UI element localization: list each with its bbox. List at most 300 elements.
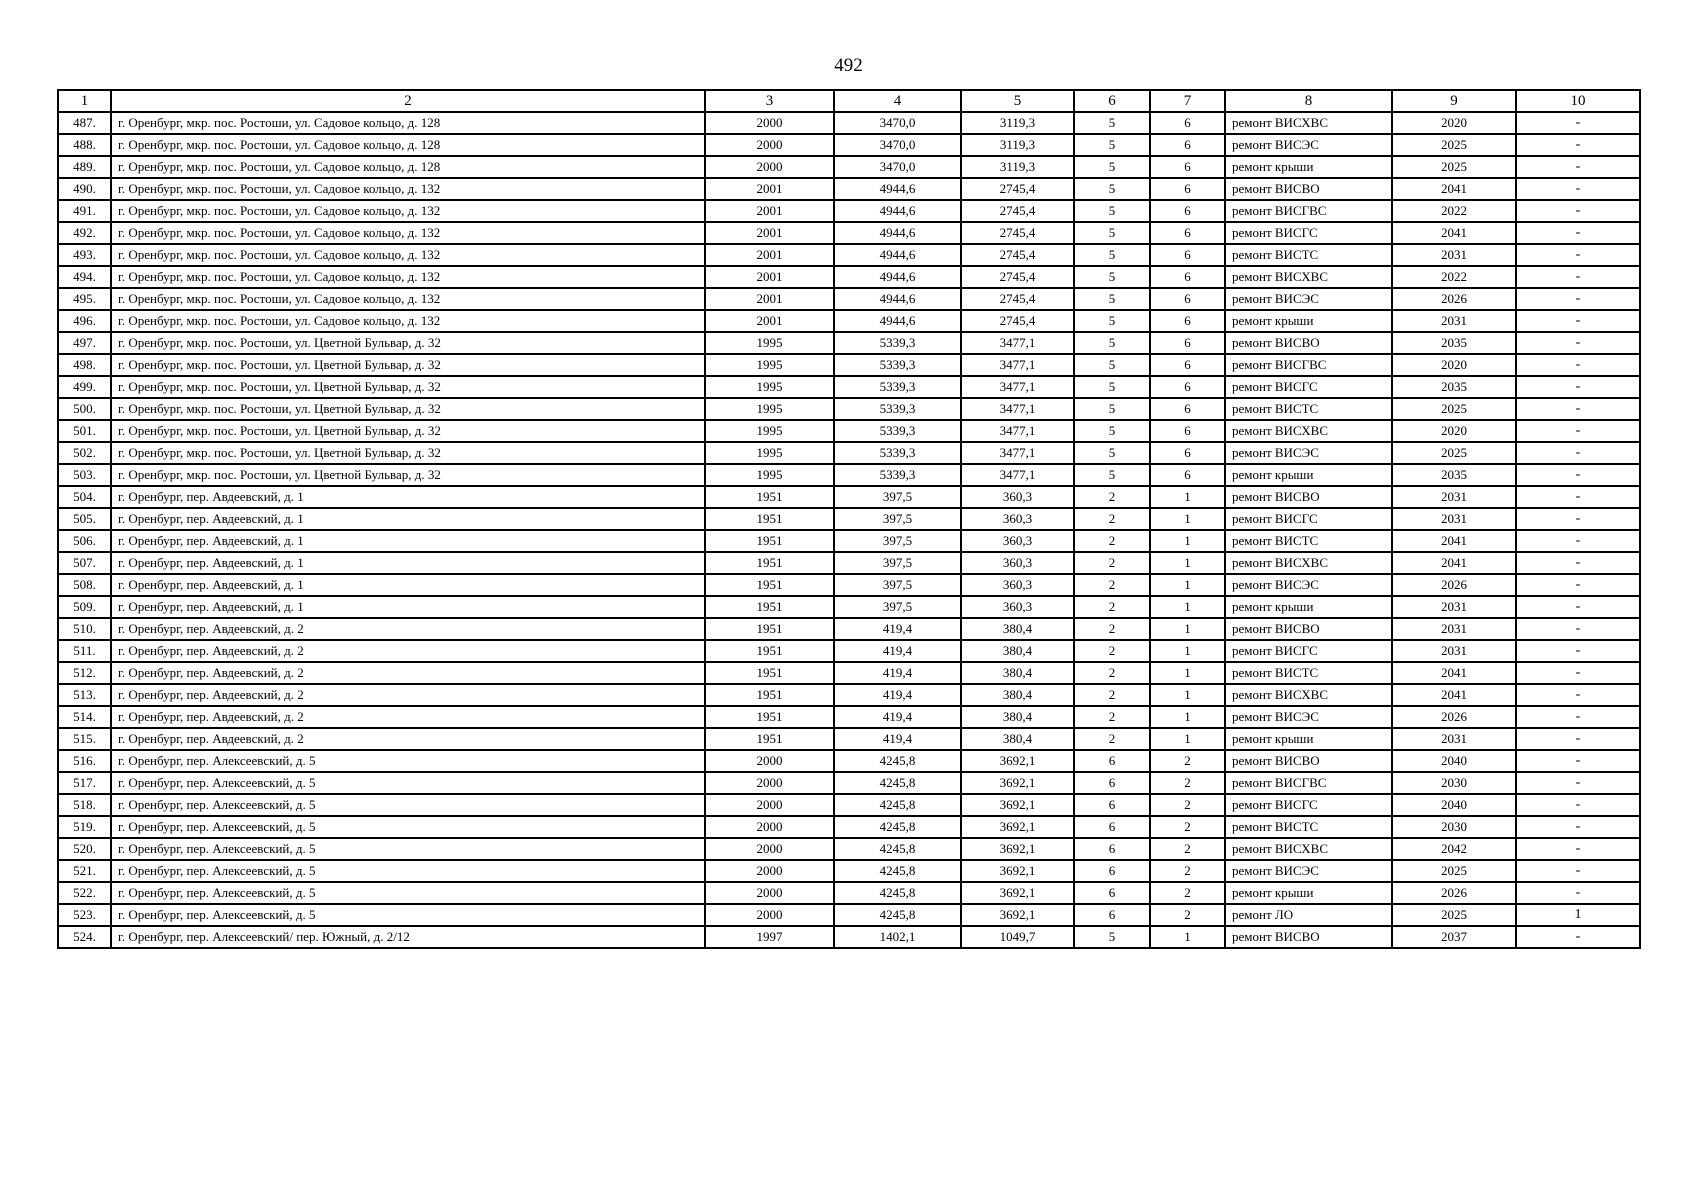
total-area-cell: 397,5 — [834, 508, 961, 530]
address-cell: г. Оренбург, пер. Авдеевский, д. 1 — [111, 574, 705, 596]
floors-cell: 5 — [1074, 266, 1150, 288]
planned-year-cell: 2025 — [1392, 860, 1516, 882]
year-built-cell: 1951 — [705, 596, 834, 618]
entrances-cell: 6 — [1150, 200, 1225, 222]
living-area-cell: 2745,4 — [961, 200, 1074, 222]
planned-year-cell: 2040 — [1392, 750, 1516, 772]
note-cell: - — [1516, 750, 1640, 772]
row-number-cell: 512. — [58, 662, 111, 684]
entrances-cell: 2 — [1150, 816, 1225, 838]
floors-cell: 5 — [1074, 398, 1150, 420]
total-area-cell: 419,4 — [834, 728, 961, 750]
column-header: 3 — [705, 90, 834, 112]
year-built-cell: 2000 — [705, 838, 834, 860]
address-cell: г. Оренбург, пер. Авдеевский, д. 1 — [111, 508, 705, 530]
floors-cell: 5 — [1074, 222, 1150, 244]
entrances-cell: 6 — [1150, 464, 1225, 486]
row-number-cell: 510. — [58, 618, 111, 640]
entrances-cell: 1 — [1150, 728, 1225, 750]
year-built-cell: 2001 — [705, 310, 834, 332]
entrances-cell: 2 — [1150, 882, 1225, 904]
year-built-cell: 1951 — [705, 662, 834, 684]
row-number-cell: 487. — [58, 112, 111, 134]
year-built-cell: 1951 — [705, 618, 834, 640]
note-cell: - — [1516, 376, 1640, 398]
row-number-cell: 492. — [58, 222, 111, 244]
total-area-cell: 4944,6 — [834, 266, 961, 288]
floors-cell: 5 — [1074, 178, 1150, 200]
floors-cell: 6 — [1074, 904, 1150, 926]
address-cell: г. Оренбург, мкр. пос. Ростоши, ул. Садовое кольцо, д. 128 — [111, 134, 705, 156]
year-built-cell: 2000 — [705, 904, 834, 926]
row-number-cell: 494. — [58, 266, 111, 288]
floors-cell: 5 — [1074, 926, 1150, 948]
floors-cell: 6 — [1074, 882, 1150, 904]
entrances-cell: 6 — [1150, 398, 1225, 420]
row-number-cell: 523. — [58, 904, 111, 926]
planned-year-cell: 2026 — [1392, 882, 1516, 904]
table-row — [58, 112, 1640, 134]
row-number-cell: 517. — [58, 772, 111, 794]
floors-cell: 5 — [1074, 112, 1150, 134]
address-cell: г. Оренбург, мкр. пос. Ростоши, ул. Садовое кольцо, д. 132 — [111, 310, 705, 332]
floors-cell: 5 — [1074, 310, 1150, 332]
work-type-cell: ремонт ВИСЭС — [1225, 706, 1392, 728]
address-cell: г. Оренбург, пер. Алексеевский, д. 5 — [111, 772, 705, 794]
living-area-cell: 380,4 — [961, 662, 1074, 684]
year-built-cell: 1951 — [705, 574, 834, 596]
total-area-cell: 397,5 — [834, 552, 961, 574]
living-area-cell: 3119,3 — [961, 156, 1074, 178]
address-cell: г. Оренбург, пер. Алексеевский/ пер. Южный, д. 2/12 — [111, 926, 705, 948]
living-area-cell: 3692,1 — [961, 816, 1074, 838]
year-built-cell: 2000 — [705, 860, 834, 882]
table-row — [58, 904, 1640, 926]
entrances-cell: 6 — [1150, 134, 1225, 156]
living-area-cell: 3692,1 — [961, 860, 1074, 882]
entrances-cell: 2 — [1150, 794, 1225, 816]
note-cell: - — [1516, 244, 1640, 266]
entrances-cell: 6 — [1150, 354, 1225, 376]
work-type-cell: ремонт крыши — [1225, 156, 1392, 178]
note-cell: - — [1516, 178, 1640, 200]
year-built-cell: 1995 — [705, 398, 834, 420]
note-cell: - — [1516, 926, 1640, 948]
work-type-cell: ремонт крыши — [1225, 728, 1392, 750]
planned-year-cell: 2041 — [1392, 552, 1516, 574]
planned-year-cell: 2035 — [1392, 332, 1516, 354]
floors-cell: 5 — [1074, 200, 1150, 222]
work-type-cell: ремонт ВИСГВС — [1225, 354, 1392, 376]
year-built-cell: 2000 — [705, 134, 834, 156]
planned-year-cell: 2031 — [1392, 618, 1516, 640]
address-cell: г. Оренбург, пер. Алексеевский, д. 5 — [111, 882, 705, 904]
address-cell: г. Оренбург, мкр. пос. Ростоши, ул. Цветной Бульвар, д. 32 — [111, 376, 705, 398]
floors-cell: 2 — [1074, 662, 1150, 684]
total-area-cell: 4245,8 — [834, 838, 961, 860]
floors-cell: 6 — [1074, 750, 1150, 772]
planned-year-cell: 2025 — [1392, 904, 1516, 926]
table-row — [58, 134, 1640, 156]
living-area-cell: 360,3 — [961, 596, 1074, 618]
floors-cell: 2 — [1074, 574, 1150, 596]
table-row — [58, 552, 1640, 574]
note-cell: - — [1516, 332, 1640, 354]
note-cell: - — [1516, 860, 1640, 882]
living-area-cell: 360,3 — [961, 552, 1074, 574]
floors-cell: 2 — [1074, 486, 1150, 508]
note-cell: - — [1516, 552, 1640, 574]
planned-year-cell: 2025 — [1392, 442, 1516, 464]
entrances-cell: 6 — [1150, 332, 1225, 354]
work-type-cell: ремонт ВИСХВС — [1225, 552, 1392, 574]
floors-cell: 2 — [1074, 706, 1150, 728]
total-area-cell: 5339,3 — [834, 442, 961, 464]
planned-year-cell: 2031 — [1392, 244, 1516, 266]
living-area-cell: 2745,4 — [961, 244, 1074, 266]
column-header: 9 — [1392, 90, 1516, 112]
total-area-cell: 419,4 — [834, 640, 961, 662]
entrances-cell: 1 — [1150, 662, 1225, 684]
living-area-cell: 2745,4 — [961, 310, 1074, 332]
entrances-cell: 2 — [1150, 860, 1225, 882]
row-number-cell: 502. — [58, 442, 111, 464]
floors-cell: 5 — [1074, 332, 1150, 354]
work-type-cell: ремонт ВИСТС — [1225, 816, 1392, 838]
table-row — [58, 530, 1640, 552]
work-type-cell: ремонт ВИСЭС — [1225, 860, 1392, 882]
table-row — [58, 882, 1640, 904]
row-number-cell: 516. — [58, 750, 111, 772]
floors-cell: 2 — [1074, 618, 1150, 640]
entrances-cell: 6 — [1150, 376, 1225, 398]
work-type-cell: ремонт ВИСЭС — [1225, 134, 1392, 156]
living-area-cell: 3477,1 — [961, 354, 1074, 376]
row-number-cell: 497. — [58, 332, 111, 354]
table-row — [58, 618, 1640, 640]
work-type-cell: ремонт ВИСГС — [1225, 794, 1392, 816]
planned-year-cell: 2030 — [1392, 816, 1516, 838]
column-header: 1 — [58, 90, 111, 112]
address-cell: г. Оренбург, мкр. пос. Ростоши, ул. Садовое кольцо, д. 128 — [111, 156, 705, 178]
table-body — [58, 112, 1640, 948]
address-cell: г. Оренбург, пер. Авдеевский, д. 1 — [111, 530, 705, 552]
planned-year-cell: 2026 — [1392, 706, 1516, 728]
note-cell: - — [1516, 222, 1640, 244]
note-cell: - — [1516, 112, 1640, 134]
floors-cell: 5 — [1074, 420, 1150, 442]
address-cell: г. Оренбург, пер. Алексеевский, д. 5 — [111, 794, 705, 816]
entrances-cell: 1 — [1150, 684, 1225, 706]
total-area-cell: 397,5 — [834, 486, 961, 508]
year-built-cell: 2001 — [705, 266, 834, 288]
living-area-cell: 380,4 — [961, 684, 1074, 706]
planned-year-cell: 2031 — [1392, 596, 1516, 618]
address-cell: г. Оренбург, мкр. пос. Ростоши, ул. Цветной Бульвар, д. 32 — [111, 398, 705, 420]
work-type-cell: ремонт ВИСХВС — [1225, 838, 1392, 860]
row-number-cell: 501. — [58, 420, 111, 442]
planned-year-cell: 2041 — [1392, 530, 1516, 552]
work-type-cell: ремонт крыши — [1225, 464, 1392, 486]
address-cell: г. Оренбург, пер. Авдеевский, д. 2 — [111, 706, 705, 728]
note-cell: - — [1516, 596, 1640, 618]
note-cell: - — [1516, 464, 1640, 486]
total-area-cell: 419,4 — [834, 662, 961, 684]
floors-cell: 2 — [1074, 596, 1150, 618]
address-cell: г. Оренбург, пер. Авдеевский, д. 1 — [111, 486, 705, 508]
floors-cell: 2 — [1074, 640, 1150, 662]
living-area-cell: 2745,4 — [961, 178, 1074, 200]
planned-year-cell: 2040 — [1392, 794, 1516, 816]
address-cell: г. Оренбург, пер. Авдеевский, д. 1 — [111, 596, 705, 618]
year-built-cell: 1951 — [705, 728, 834, 750]
total-area-cell: 3470,0 — [834, 156, 961, 178]
work-type-cell: ремонт ВИСХВС — [1225, 266, 1392, 288]
living-area-cell: 2745,4 — [961, 266, 1074, 288]
table-row — [58, 662, 1640, 684]
table-row — [58, 376, 1640, 398]
year-built-cell: 1951 — [705, 684, 834, 706]
note-cell: - — [1516, 508, 1640, 530]
address-cell: г. Оренбург, мкр. пос. Ростоши, ул. Садовое кольцо, д. 132 — [111, 244, 705, 266]
row-number-cell: 522. — [58, 882, 111, 904]
floors-cell: 6 — [1074, 794, 1150, 816]
total-area-cell: 397,5 — [834, 574, 961, 596]
note-cell: - — [1516, 838, 1640, 860]
living-area-cell: 3692,1 — [961, 794, 1074, 816]
year-built-cell: 1995 — [705, 376, 834, 398]
total-area-cell: 4944,6 — [834, 310, 961, 332]
living-area-cell: 3692,1 — [961, 750, 1074, 772]
living-area-cell: 3477,1 — [961, 398, 1074, 420]
note-cell: - — [1516, 640, 1640, 662]
note-cell: - — [1516, 816, 1640, 838]
floors-cell: 6 — [1074, 838, 1150, 860]
table-row — [58, 816, 1640, 838]
row-number-cell: 493. — [58, 244, 111, 266]
year-built-cell: 2001 — [705, 244, 834, 266]
entrances-cell: 6 — [1150, 156, 1225, 178]
address-cell: г. Оренбург, пер. Алексеевский, д. 5 — [111, 838, 705, 860]
note-cell: - — [1516, 354, 1640, 376]
entrances-cell: 1 — [1150, 508, 1225, 530]
total-area-cell: 5339,3 — [834, 354, 961, 376]
living-area-cell: 380,4 — [961, 618, 1074, 640]
total-area-cell: 419,4 — [834, 706, 961, 728]
table-row — [58, 486, 1640, 508]
living-area-cell: 3692,1 — [961, 772, 1074, 794]
table-row — [58, 794, 1640, 816]
work-type-cell: ремонт ВИСЭС — [1225, 288, 1392, 310]
year-built-cell: 1995 — [705, 464, 834, 486]
row-number-cell: 507. — [58, 552, 111, 574]
total-area-cell: 419,4 — [834, 684, 961, 706]
row-number-cell: 503. — [58, 464, 111, 486]
year-built-cell: 1951 — [705, 508, 834, 530]
year-built-cell: 1951 — [705, 530, 834, 552]
work-type-cell: ремонт ВИСВО — [1225, 926, 1392, 948]
planned-year-cell: 2025 — [1392, 398, 1516, 420]
entrances-cell: 6 — [1150, 112, 1225, 134]
total-area-cell: 4944,6 — [834, 222, 961, 244]
row-number-cell: 519. — [58, 816, 111, 838]
floors-cell: 5 — [1074, 464, 1150, 486]
address-cell: г. Оренбург, мкр. пос. Ростоши, ул. Садовое кольцо, д. 132 — [111, 288, 705, 310]
address-cell: г. Оренбург, мкр. пос. Ростоши, ул. Цветной Бульвар, д. 32 — [111, 464, 705, 486]
row-number-cell: 509. — [58, 596, 111, 618]
living-area-cell: 3477,1 — [961, 376, 1074, 398]
address-cell: г. Оренбург, пер. Авдеевский, д. 1 — [111, 552, 705, 574]
year-built-cell: 2001 — [705, 288, 834, 310]
table-row — [58, 926, 1640, 948]
year-built-cell: 1995 — [705, 420, 834, 442]
total-area-cell: 4944,6 — [834, 178, 961, 200]
living-area-cell: 360,3 — [961, 486, 1074, 508]
planned-year-cell: 2042 — [1392, 838, 1516, 860]
total-area-cell: 419,4 — [834, 618, 961, 640]
entrances-cell: 6 — [1150, 266, 1225, 288]
planned-year-cell: 2020 — [1392, 420, 1516, 442]
note-cell: - — [1516, 266, 1640, 288]
living-area-cell: 3692,1 — [961, 904, 1074, 926]
year-built-cell: 2001 — [705, 222, 834, 244]
table-row — [58, 200, 1640, 222]
year-built-cell: 1951 — [705, 486, 834, 508]
living-area-cell: 360,3 — [961, 508, 1074, 530]
entrances-cell: 1 — [1150, 486, 1225, 508]
planned-year-cell: 2041 — [1392, 662, 1516, 684]
entrances-cell: 6 — [1150, 442, 1225, 464]
address-cell: г. Оренбург, пер. Алексеевский, д. 5 — [111, 904, 705, 926]
note-cell: - — [1516, 772, 1640, 794]
floors-cell: 6 — [1074, 816, 1150, 838]
work-type-cell: ремонт ВИСТС — [1225, 662, 1392, 684]
note-cell: - — [1516, 134, 1640, 156]
table-row — [58, 728, 1640, 750]
year-built-cell: 2000 — [705, 772, 834, 794]
row-number-cell: 504. — [58, 486, 111, 508]
work-type-cell: ремонт ВИСВО — [1225, 618, 1392, 640]
table-row — [58, 574, 1640, 596]
row-number-cell: 490. — [58, 178, 111, 200]
living-area-cell: 3477,1 — [961, 332, 1074, 354]
total-area-cell: 3470,0 — [834, 112, 961, 134]
entrances-cell: 6 — [1150, 420, 1225, 442]
planned-year-cell: 2022 — [1392, 200, 1516, 222]
work-type-cell: ремонт ВИСВО — [1225, 750, 1392, 772]
floors-cell: 5 — [1074, 156, 1150, 178]
living-area-cell: 2745,4 — [961, 222, 1074, 244]
floors-cell: 5 — [1074, 442, 1150, 464]
note-cell: - — [1516, 398, 1640, 420]
table-row — [58, 354, 1640, 376]
address-cell: г. Оренбург, мкр. пос. Ростоши, ул. Садовое кольцо, д. 132 — [111, 266, 705, 288]
table-row — [58, 156, 1640, 178]
note-cell: - — [1516, 310, 1640, 332]
total-area-cell: 4245,8 — [834, 860, 961, 882]
table-row — [58, 310, 1640, 332]
floors-cell: 5 — [1074, 134, 1150, 156]
living-area-cell: 360,3 — [961, 530, 1074, 552]
living-area-cell: 380,4 — [961, 706, 1074, 728]
table-row — [58, 772, 1640, 794]
living-area-cell: 360,3 — [961, 574, 1074, 596]
work-type-cell: ремонт ЛО — [1225, 904, 1392, 926]
row-number-cell: 513. — [58, 684, 111, 706]
table-row — [58, 420, 1640, 442]
row-number-cell: 498. — [58, 354, 111, 376]
floors-cell: 6 — [1074, 772, 1150, 794]
work-type-cell: ремонт ВИСГС — [1225, 640, 1392, 662]
planned-year-cell: 2031 — [1392, 508, 1516, 530]
column-header: 7 — [1150, 90, 1225, 112]
address-cell: г. Оренбург, пер. Авдеевский, д. 2 — [111, 640, 705, 662]
entrances-cell: 1 — [1150, 926, 1225, 948]
table-row — [58, 838, 1640, 860]
entrances-cell: 2 — [1150, 904, 1225, 926]
total-area-cell: 397,5 — [834, 596, 961, 618]
living-area-cell: 380,4 — [961, 728, 1074, 750]
note-cell: - — [1516, 882, 1640, 904]
table-header-row — [58, 90, 1640, 112]
address-cell: г. Оренбург, мкр. пос. Ростоши, ул. Цветной Бульвар, д. 32 — [111, 420, 705, 442]
planned-year-cell: 2031 — [1392, 728, 1516, 750]
total-area-cell: 4245,8 — [834, 816, 961, 838]
total-area-cell: 4944,6 — [834, 200, 961, 222]
year-built-cell: 1997 — [705, 926, 834, 948]
table-row — [58, 244, 1640, 266]
column-header: 10 — [1516, 90, 1640, 112]
note-cell: - — [1516, 200, 1640, 222]
total-area-cell: 4245,8 — [834, 904, 961, 926]
year-built-cell: 1995 — [705, 332, 834, 354]
planned-year-cell: 2031 — [1392, 310, 1516, 332]
note-cell: - — [1516, 618, 1640, 640]
floors-cell: 5 — [1074, 288, 1150, 310]
note-cell: - — [1516, 662, 1640, 684]
note-cell: - — [1516, 706, 1640, 728]
total-area-cell: 5339,3 — [834, 420, 961, 442]
total-area-cell: 5339,3 — [834, 464, 961, 486]
address-cell: г. Оренбург, мкр. пос. Ростоши, ул. Садовое кольцо, д. 128 — [111, 112, 705, 134]
row-number-cell: 491. — [58, 200, 111, 222]
total-area-cell: 4245,8 — [834, 882, 961, 904]
floors-cell: 2 — [1074, 508, 1150, 530]
entrances-cell: 2 — [1150, 750, 1225, 772]
living-area-cell: 3477,1 — [961, 420, 1074, 442]
page-number: 492 — [834, 55, 863, 76]
note-cell: - — [1516, 156, 1640, 178]
work-type-cell: ремонт ВИСХВС — [1225, 684, 1392, 706]
planned-year-cell: 2025 — [1392, 134, 1516, 156]
work-type-cell: ремонт ВИСВО — [1225, 486, 1392, 508]
table-row — [58, 266, 1640, 288]
planned-year-cell: 2041 — [1392, 178, 1516, 200]
planned-year-cell: 2035 — [1392, 376, 1516, 398]
column-header: 8 — [1225, 90, 1392, 112]
address-cell: г. Оренбург, пер. Авдеевский, д. 2 — [111, 662, 705, 684]
total-area-cell: 4245,8 — [834, 750, 961, 772]
table-row — [58, 332, 1640, 354]
year-built-cell: 2000 — [705, 750, 834, 772]
table-row — [58, 706, 1640, 728]
total-area-cell: 1402,1 — [834, 926, 961, 948]
row-number-cell: 520. — [58, 838, 111, 860]
year-built-cell: 2001 — [705, 200, 834, 222]
entrances-cell: 1 — [1150, 618, 1225, 640]
address-cell: г. Оренбург, пер. Алексеевский, д. 5 — [111, 816, 705, 838]
table-row — [58, 442, 1640, 464]
